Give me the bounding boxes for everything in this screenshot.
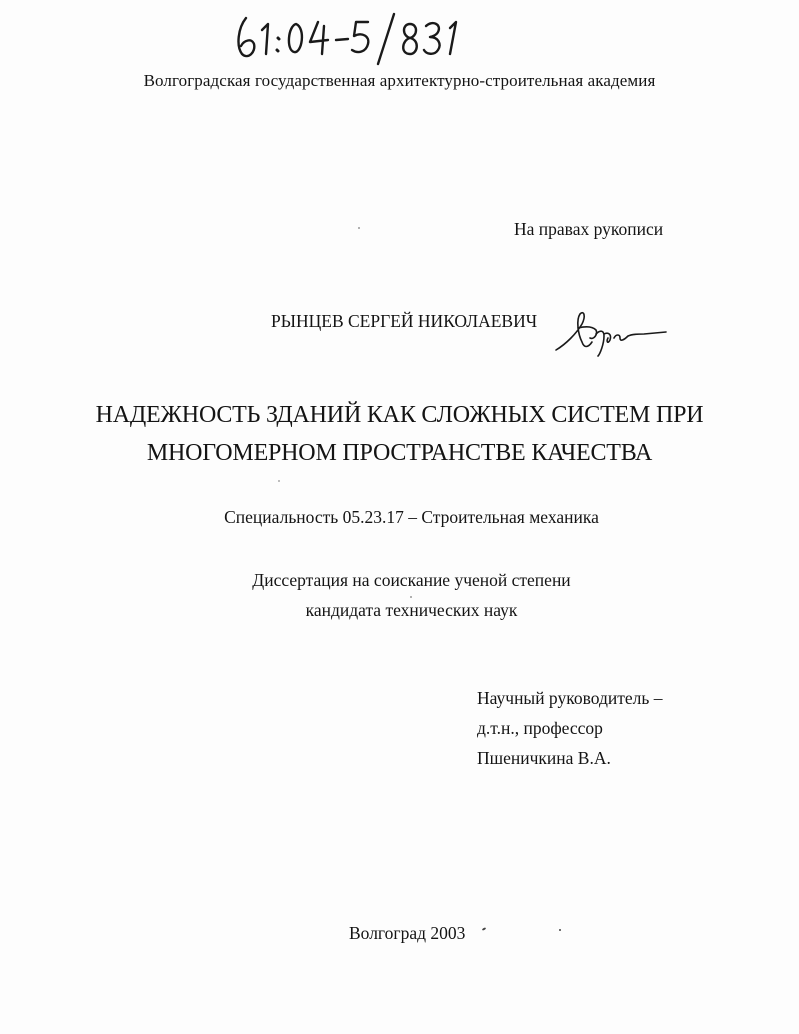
scan-speck (559, 929, 561, 931)
city-and-year: Волгоград 2003 (349, 923, 466, 943)
title-line-1: НАДЕЖНОСТЬ ЗДАНИЙ КАК СЛОЖНЫХ СИСТЕМ ПРИ (95, 402, 704, 428)
scientific-advisor-block (477, 683, 662, 773)
dissertation-title (0, 396, 799, 472)
archive-number-handwritten (232, 8, 472, 68)
specialty-line: Специальность 05.23.17 – Строительная механика (224, 507, 599, 527)
degree-statement (0, 565, 799, 625)
author-signature (548, 304, 672, 358)
title-line-2: МНОГОМЕРНОМ ПРОСТРАНСТВЕ КАЧЕСТВА (146, 440, 653, 466)
author-name: РЫНЦЕВ СЕРГЕЙ НИКОЛАЕВИЧ (271, 311, 538, 331)
scan-speck (482, 927, 486, 931)
scan-speck (358, 227, 360, 229)
degree-line-2: кандидата технических наук (305, 600, 518, 620)
advisor-degree: д.т.н., профессор (477, 718, 603, 738)
institution-name: Волгоградская государственная архитектурно-строительная академия (143, 71, 656, 90)
degree-line-1: Диссертация на соискание ученой степени (252, 570, 571, 590)
scan-speck (410, 596, 412, 598)
advisor-name: Пшеничкина В.А. (477, 748, 611, 768)
scan-speck (278, 480, 280, 482)
manuscript-rights-note: На правах рукописи (514, 219, 664, 239)
advisor-role: Научный руководитель – (477, 688, 663, 708)
